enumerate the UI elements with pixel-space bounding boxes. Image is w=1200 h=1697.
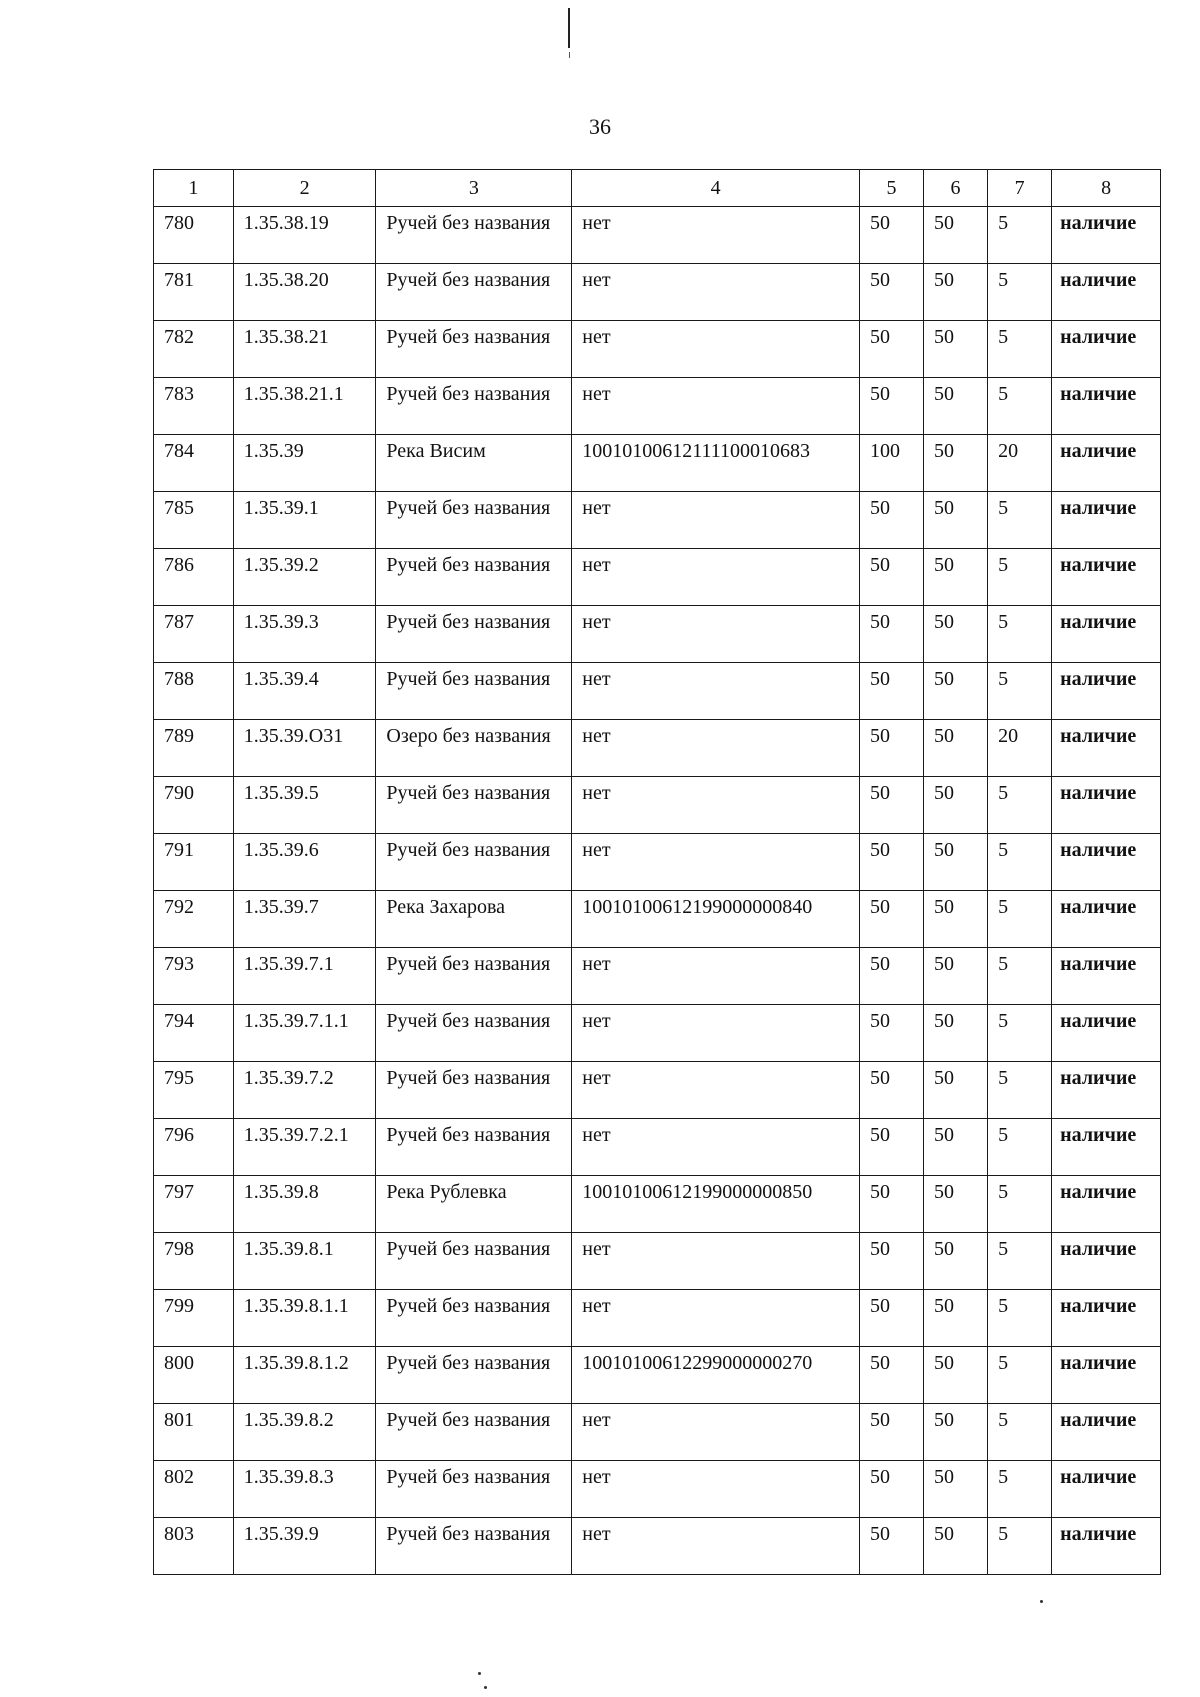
cell-code: 1.35.39.8.2 <box>233 1404 376 1461</box>
cell-object-name: Ручей без названия <box>376 948 572 1005</box>
cell-row-number: 792 <box>154 891 234 948</box>
cell-col6: 50 <box>924 549 988 606</box>
cell-row-number: 803 <box>154 1518 234 1575</box>
cell-reference: нет <box>572 378 860 435</box>
table-row <box>154 720 1161 777</box>
column-header-3: 3 <box>376 170 572 207</box>
cell-code: 1.35.39.6 <box>233 834 376 891</box>
cell-presence: наличие <box>1052 1347 1161 1404</box>
cell-code: 1.35.39.7.1 <box>233 948 376 1005</box>
cell-row-number: 797 <box>154 1176 234 1233</box>
cell-col7: 5 <box>988 1461 1052 1518</box>
cell-reference: нет <box>572 1404 860 1461</box>
cell-code: 1.35.39.7.1.1 <box>233 1005 376 1062</box>
cell-col5: 50 <box>859 1518 923 1575</box>
cell-col7: 5 <box>988 207 1052 264</box>
cell-presence: наличие <box>1052 663 1161 720</box>
cell-object-name: Ручей без названия <box>376 834 572 891</box>
table-row <box>154 1461 1161 1518</box>
table-row <box>154 1518 1161 1575</box>
cell-col6: 50 <box>924 1233 988 1290</box>
cell-presence: наличие <box>1052 549 1161 606</box>
cell-col6: 50 <box>924 435 988 492</box>
cell-col6: 50 <box>924 1119 988 1176</box>
cell-col7: 5 <box>988 1005 1052 1062</box>
cell-col6: 50 <box>924 321 988 378</box>
cell-col5: 50 <box>859 1062 923 1119</box>
cell-col6: 50 <box>924 891 988 948</box>
cell-row-number: 787 <box>154 606 234 663</box>
cell-col5: 50 <box>859 264 923 321</box>
cell-col5: 50 <box>859 1119 923 1176</box>
table-row <box>154 1062 1161 1119</box>
registry-table <box>153 169 1161 1575</box>
cell-reference: нет <box>572 207 860 264</box>
table-row <box>154 492 1161 549</box>
cell-col7: 20 <box>988 435 1052 492</box>
cell-row-number: 786 <box>154 549 234 606</box>
cell-object-name: Ручей без названия <box>376 1119 572 1176</box>
cell-presence: наличие <box>1052 321 1161 378</box>
cell-object-name: Река Висим <box>376 435 572 492</box>
cell-presence: наличие <box>1052 1461 1161 1518</box>
cell-reference: нет <box>572 264 860 321</box>
binder-mark <box>568 8 570 48</box>
cell-object-name: Ручей без названия <box>376 378 572 435</box>
cell-object-name: Ручей без названия <box>376 1233 572 1290</box>
cell-presence: наличие <box>1052 1005 1161 1062</box>
cell-reference: нет <box>572 720 860 777</box>
cell-col6: 50 <box>924 264 988 321</box>
cell-row-number: 788 <box>154 663 234 720</box>
table-body <box>154 207 1161 1575</box>
cell-presence: наличие <box>1052 891 1161 948</box>
cell-col7: 5 <box>988 1290 1052 1347</box>
cell-col5: 50 <box>859 549 923 606</box>
cell-reference: 10010100612299000000270 <box>572 1347 860 1404</box>
cell-col7: 5 <box>988 492 1052 549</box>
cell-col6: 50 <box>924 378 988 435</box>
cell-col7: 5 <box>988 1233 1052 1290</box>
cell-col7: 5 <box>988 663 1052 720</box>
cell-presence: наличие <box>1052 834 1161 891</box>
cell-object-name: Ручей без названия <box>376 1347 572 1404</box>
table-row <box>154 549 1161 606</box>
cell-code: 1.35.39.2 <box>233 549 376 606</box>
cell-reference: нет <box>572 663 860 720</box>
cell-code: 1.35.39.9 <box>233 1518 376 1575</box>
cell-row-number: 782 <box>154 321 234 378</box>
cell-col7: 5 <box>988 1347 1052 1404</box>
cell-row-number: 790 <box>154 777 234 834</box>
cell-col7: 5 <box>988 777 1052 834</box>
cell-presence: наличие <box>1052 378 1161 435</box>
cell-reference: 10010100612199000000850 <box>572 1176 860 1233</box>
cell-col6: 50 <box>924 1005 988 1062</box>
cell-col6: 50 <box>924 1404 988 1461</box>
cell-presence: наличие <box>1052 1404 1161 1461</box>
column-header-7: 7 <box>988 170 1052 207</box>
column-header-4: 4 <box>572 170 860 207</box>
cell-row-number: 785 <box>154 492 234 549</box>
cell-code: 1.35.39.8.1.1 <box>233 1290 376 1347</box>
cell-row-number: 780 <box>154 207 234 264</box>
cell-object-name: Река Захарова <box>376 891 572 948</box>
column-header-1: 1 <box>154 170 234 207</box>
cell-reference: нет <box>572 492 860 549</box>
table-row <box>154 264 1161 321</box>
cell-object-name: Ручей без названия <box>376 663 572 720</box>
cell-code: 1.35.38.21.1 <box>233 378 376 435</box>
cell-reference: нет <box>572 948 860 1005</box>
table-row <box>154 606 1161 663</box>
cell-row-number: 799 <box>154 1290 234 1347</box>
cell-presence: наличие <box>1052 1233 1161 1290</box>
table-row <box>154 1347 1161 1404</box>
page-number: 36 <box>589 114 611 139</box>
cell-code: 1.35.39.4 <box>233 663 376 720</box>
cell-col7: 5 <box>988 1062 1052 1119</box>
cell-col7: 5 <box>988 1518 1052 1575</box>
cell-code: 1.35.39.8.3 <box>233 1461 376 1518</box>
cell-object-name: Ручей без названия <box>376 777 572 834</box>
cell-code: 1.35.39.О31 <box>233 720 376 777</box>
cell-object-name: Ручей без названия <box>376 1404 572 1461</box>
cell-code: 1.35.39.8.1.2 <box>233 1347 376 1404</box>
cell-col5: 50 <box>859 777 923 834</box>
table-row <box>154 1290 1161 1347</box>
cell-reference: 10010100612111100010683 <box>572 435 860 492</box>
cell-col5: 50 <box>859 1233 923 1290</box>
cell-col6: 50 <box>924 834 988 891</box>
cell-reference: нет <box>572 1062 860 1119</box>
cell-object-name: Ручей без названия <box>376 1005 572 1062</box>
cell-row-number: 802 <box>154 1461 234 1518</box>
cell-col5: 100 <box>859 435 923 492</box>
cell-col5: 50 <box>859 321 923 378</box>
cell-code: 1.35.39.3 <box>233 606 376 663</box>
cell-code: 1.35.39.8.1 <box>233 1233 376 1290</box>
cell-presence: наличие <box>1052 207 1161 264</box>
cell-row-number: 801 <box>154 1404 234 1461</box>
cell-row-number: 793 <box>154 948 234 1005</box>
scan-speck <box>484 1686 487 1689</box>
cell-object-name: Ручей без названия <box>376 207 572 264</box>
cell-presence: наличие <box>1052 1518 1161 1575</box>
table-row <box>154 777 1161 834</box>
cell-object-name: Ручей без названия <box>376 264 572 321</box>
table-row <box>154 1119 1161 1176</box>
cell-col5: 50 <box>859 1176 923 1233</box>
cell-row-number: 794 <box>154 1005 234 1062</box>
cell-row-number: 795 <box>154 1062 234 1119</box>
table-row <box>154 663 1161 720</box>
cell-col6: 50 <box>924 663 988 720</box>
cell-col5: 50 <box>859 606 923 663</box>
cell-col7: 5 <box>988 834 1052 891</box>
cell-col7: 20 <box>988 720 1052 777</box>
cell-col6: 50 <box>924 777 988 834</box>
cell-row-number: 798 <box>154 1233 234 1290</box>
cell-presence: наличие <box>1052 492 1161 549</box>
cell-col5: 50 <box>859 720 923 777</box>
cell-presence: наличие <box>1052 777 1161 834</box>
table-row <box>154 378 1161 435</box>
cell-col5: 50 <box>859 1290 923 1347</box>
cell-reference: нет <box>572 606 860 663</box>
cell-code: 1.35.39.7.2.1 <box>233 1119 376 1176</box>
cell-col7: 5 <box>988 1119 1052 1176</box>
cell-col5: 50 <box>859 891 923 948</box>
cell-col6: 50 <box>924 207 988 264</box>
cell-col6: 50 <box>924 720 988 777</box>
table-row <box>154 834 1161 891</box>
cell-presence: наличие <box>1052 435 1161 492</box>
cell-col7: 5 <box>988 264 1052 321</box>
table-row <box>154 891 1161 948</box>
cell-reference: нет <box>572 1119 860 1176</box>
cell-col5: 50 <box>859 948 923 1005</box>
cell-object-name: Ручей без названия <box>376 606 572 663</box>
cell-col5: 50 <box>859 1404 923 1461</box>
cell-row-number: 789 <box>154 720 234 777</box>
cell-col6: 50 <box>924 492 988 549</box>
column-header-5: 5 <box>859 170 923 207</box>
cell-code: 1.35.39.7.2 <box>233 1062 376 1119</box>
cell-code: 1.35.39.1 <box>233 492 376 549</box>
cell-row-number: 791 <box>154 834 234 891</box>
cell-reference: нет <box>572 1518 860 1575</box>
cell-row-number: 784 <box>154 435 234 492</box>
cell-col7: 5 <box>988 1176 1052 1233</box>
cell-object-name: Ручей без названия <box>376 549 572 606</box>
cell-reference: 10010100612199000000840 <box>572 891 860 948</box>
cell-object-name: Ручей без названия <box>376 1461 572 1518</box>
cell-col5: 50 <box>859 663 923 720</box>
column-header-6: 6 <box>924 170 988 207</box>
cell-object-name: Ручей без названия <box>376 492 572 549</box>
cell-row-number: 800 <box>154 1347 234 1404</box>
cell-object-name: Ручей без названия <box>376 321 572 378</box>
column-header-8: 8 <box>1052 170 1161 207</box>
cell-col6: 50 <box>924 1518 988 1575</box>
cell-col6: 50 <box>924 1461 988 1518</box>
cell-col7: 5 <box>988 606 1052 663</box>
cell-col6: 50 <box>924 948 988 1005</box>
cell-col5: 50 <box>859 1347 923 1404</box>
cell-code: 1.35.39.7 <box>233 891 376 948</box>
cell-col6: 50 <box>924 1347 988 1404</box>
scan-speck <box>1040 1600 1043 1603</box>
table-row <box>154 1005 1161 1062</box>
cell-col5: 50 <box>859 834 923 891</box>
cell-reference: нет <box>572 1290 860 1347</box>
cell-code: 1.35.39.8 <box>233 1176 376 1233</box>
cell-code: 1.35.39.5 <box>233 777 376 834</box>
scan-speck <box>478 1672 481 1675</box>
cell-reference: нет <box>572 1461 860 1518</box>
cell-col7: 5 <box>988 378 1052 435</box>
cell-object-name: Ручей без названия <box>376 1518 572 1575</box>
cell-col5: 50 <box>859 207 923 264</box>
cell-reference: нет <box>572 1005 860 1062</box>
cell-reference: нет <box>572 1233 860 1290</box>
cell-reference: нет <box>572 834 860 891</box>
cell-code: 1.35.38.20 <box>233 264 376 321</box>
table-header-row <box>154 170 1161 207</box>
cell-col5: 50 <box>859 1461 923 1518</box>
cell-presence: наличие <box>1052 1176 1161 1233</box>
cell-col7: 5 <box>988 948 1052 1005</box>
cell-col5: 50 <box>859 492 923 549</box>
cell-col6: 50 <box>924 1290 988 1347</box>
table-row <box>154 948 1161 1005</box>
cell-col7: 5 <box>988 891 1052 948</box>
cell-reference: нет <box>572 549 860 606</box>
cell-col6: 50 <box>924 1062 988 1119</box>
cell-presence: наличие <box>1052 1119 1161 1176</box>
table-row <box>154 1233 1161 1290</box>
cell-col6: 50 <box>924 1176 988 1233</box>
cell-object-name: Ручей без названия <box>376 1290 572 1347</box>
cell-col5: 50 <box>859 1005 923 1062</box>
cell-presence: наличие <box>1052 720 1161 777</box>
cell-presence: наличие <box>1052 606 1161 663</box>
cell-presence: наличие <box>1052 1290 1161 1347</box>
cell-col7: 5 <box>988 321 1052 378</box>
table-row <box>154 321 1161 378</box>
cell-code: 1.35.38.19 <box>233 207 376 264</box>
cell-object-name: Ручей без названия <box>376 1062 572 1119</box>
cell-reference: нет <box>572 321 860 378</box>
cell-row-number: 781 <box>154 264 234 321</box>
table-row <box>154 1176 1161 1233</box>
cell-presence: наличие <box>1052 948 1161 1005</box>
cell-col5: 50 <box>859 378 923 435</box>
binder-mark-tick <box>569 52 570 58</box>
table-row <box>154 435 1161 492</box>
table-row <box>154 1404 1161 1461</box>
cell-col6: 50 <box>924 606 988 663</box>
cell-row-number: 783 <box>154 378 234 435</box>
cell-row-number: 796 <box>154 1119 234 1176</box>
cell-col7: 5 <box>988 549 1052 606</box>
cell-presence: наличие <box>1052 1062 1161 1119</box>
cell-col7: 5 <box>988 1404 1052 1461</box>
cell-object-name: Река Рублевка <box>376 1176 572 1233</box>
cell-code: 1.35.39 <box>233 435 376 492</box>
cell-object-name: Озеро без названия <box>376 720 572 777</box>
cell-code: 1.35.38.21 <box>233 321 376 378</box>
cell-reference: нет <box>572 777 860 834</box>
table-row <box>154 207 1161 264</box>
cell-presence: наличие <box>1052 264 1161 321</box>
column-header-2: 2 <box>233 170 376 207</box>
